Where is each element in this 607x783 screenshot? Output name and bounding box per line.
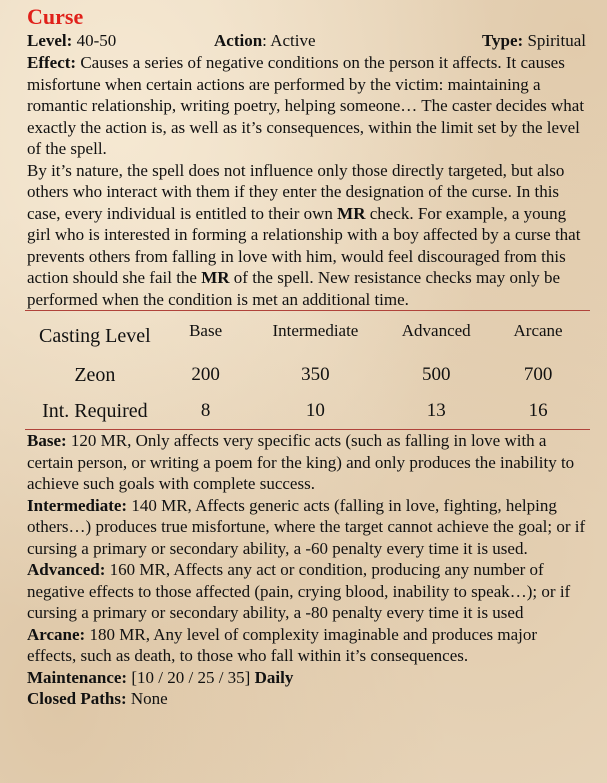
zeon-base: 200 [191,364,220,385]
casting-table-header [27,315,586,357]
spell-meta-row [27,30,586,52]
maintenance-text: [10 / 20 / 25 / 35] [127,667,255,687]
base-text: 120 MR, Only affects very specific acts (such as falling in love with a certain person, or writing a poem for the king) and only produces the inability to achieve such goals with complete success. [27,431,575,493]
effect-paragraph [27,52,586,160]
spell-level [27,30,214,52]
level-base-paragraph [27,430,586,495]
base-label: Base: [27,431,67,450]
mr-term: MR [337,203,366,223]
header-casting-level: Casting Level [39,324,151,347]
header-advanced: Advanced [401,321,471,340]
mr-term: MR [201,268,230,287]
int-base: 8 [200,400,211,421]
action-label: Action [214,31,263,50]
casting-table [27,315,586,429]
advanced-label: Advanced: [27,560,106,579]
closed-paths-line [27,688,586,710]
int-intermediate: 10 [305,400,325,421]
type-label: Type: [481,31,524,50]
header-base: Base [189,321,223,340]
nature-paragraph [27,160,586,311]
level-arcane-paragraph [27,624,586,667]
zeon-arcane: 700 [523,364,553,385]
header-intermediate: Intermediate [272,321,359,340]
nature-text-a: By it’s nature, the spell does not influence only those directly targeted, but also others who interact with them if they enter the designation of the curse. In this case, every individual is entitled to their own [27,160,565,223]
type-value: Spiritual [523,31,586,50]
level-value: 40-50 [72,31,117,50]
row-label-zeon: Zeon [74,363,116,386]
arcane-label: Arcane: [27,624,86,644]
intermediate-text: 140 MR, Affects generic acts (falling in love, fighting, helping others…) produces true misfortune, where the target cannot achieve the goal; or if cursing a primary or secondary ability, a -60 penalty every time it is used. [27,495,586,558]
header-arcane: Arcane [513,321,563,340]
level-intermediate-paragraph [27,495,586,560]
int-arcane: 16 [528,400,548,421]
level-label: Level: [27,31,73,50]
closed-paths-text: None [126,689,168,708]
spell-action [214,30,482,52]
zeon-intermediate: 350 [301,364,330,385]
row-label-int-required: Int. Required [42,399,148,422]
nature-text-b: check. For example, a young girl who is interested in forming a relationship with a boy affected by a curse that prevents others from falling in love with him, would feel discouraged from this action should she fail the [27,203,581,287]
spell-title: Curse [27,4,84,29]
spell-type [482,30,586,52]
maintenance-line [27,667,586,689]
effect-label: Effect: [27,53,77,72]
level-advanced-paragraph [27,559,586,624]
maintenance-label: Maintenance: [27,667,128,687]
table-row [27,357,586,393]
intermediate-label: Intermediate: [27,495,128,515]
advanced-text: 160 MR, Affects any act or condition, producing any number of negative effects to those affected (pain, crying blood, inability to speak…); or if cursing a primary or secondary ability, a -80 penalty every time it is used [27,560,571,622]
int-advanced: 13 [426,400,446,421]
action-value: : Active [262,31,316,50]
divider-top [25,310,590,311]
arcane-text: 180 MR, Any level of complexity imaginable and produces major effects, such as death, to those who fall within it’s consequences. [27,624,538,665]
effect-text: Causes a series of negative conditions on the person it affects. It causes misfortune when certain actions are performed by the victim: maintaining a romantic relationship, writing poetry, helping someone… The caster decides what exactly the action is, as well as it’s consequences, within the limit set by the level of the spell. [27,53,585,158]
closed-paths-label: Closed Paths: [27,689,127,708]
maintenance-suffix: Daily [254,667,294,687]
table-row [27,393,586,429]
zeon-advanced: 500 [421,364,451,385]
nature-text-c: of the spell. New resistance checks may only be performed when the condition is met an additional time. [27,268,560,309]
